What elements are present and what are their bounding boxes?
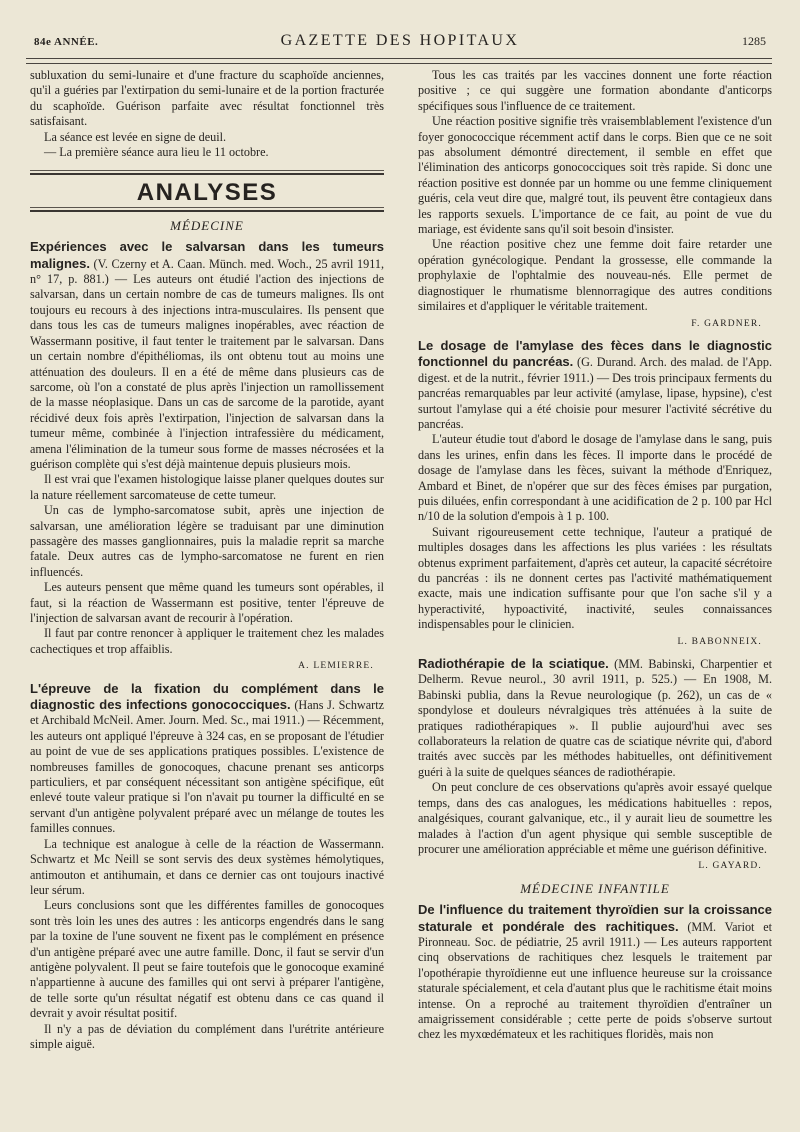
article-thyroidien	[418, 902, 772, 1043]
subsection-medecine: MÉDECINE	[170, 217, 244, 233]
section-rule-bottom-thick	[30, 210, 384, 212]
article-paragraph: Leurs conclusions sont que les différentes familles de gonocoques sont très loin les unes des autres : les anticorps engendrés dans le sang par la toxine de l'une souvent ne fixent pas le complément en présence d'un antigène préparé avec une autre famille. Donc, il faut se servir d'un antigène polyvalent. Il peut se faire toutefois que le gonocoque examiné n'appartienne à aucune des familles qui ont servi à préparer l'antigène, de telle sorte qu'un résultat négatif est obtenu dans ce cas quand il devrait y avoir résultat positif.	[30, 898, 384, 1021]
article-paragraph: Il n'y a pas de déviation du complément dans l'urétrite antérieure simple aiguë.	[30, 1021, 384, 1051]
section-rule-top	[30, 170, 384, 171]
author-signature: F. GARDNER.	[691, 318, 762, 329]
continued-paragraph: Une réaction positive signifie très vraisemblablement l'existence d'un foyer gonococcique récemment actif dans le corps. Bien que ce ne soit pas absolument démontré directement, il semble en effet que l'élimination des anticorps gonococciques soit très rapide. Si donc une réaction positive est donnée par un homme ou une femme cliniquement guéris, cela veut dire que, malgré tout, ils peuvent être contagieux dans les rapports sexuels. L'importance de ce fait, au point de vue du mariage, est évidente sans qu'il soit besoin d'insister.	[418, 114, 772, 237]
article-paragraph: Il est vrai que l'examen histologique laisse planer quelques doutes sur la nature réellement sarcomateuse de cette tumeur.	[30, 472, 384, 502]
article-paragraph: Suivant rigoureusement cette technique, l'auteur a pratiqué de multiples dosages dans les affections les plus variées : les résultats obtenus expriment parfaitement, d'après cet auteur, la capacité sécrétoire du pancréas : ils ne donnent certes pas l'activité mathématiquement exacte, mais une indication suffisante pour que l'on sache s'il y a hyperactivité, hypoactivité, inactivité, seules connaissances indispensables pour le clinicien.	[418, 524, 772, 632]
article-title: De l'influence du traitement thyroïdien sur la croissance staturale et pondérale des rachitiques.	[418, 902, 772, 934]
intro-paragraph: subluxation du semi-lunaire et d'une fracture du scaphoïde anciennes, qu'il a guéries par l'extirpation du semi-lunaire et de la portion fracturée du scaphoïde. Guérison parfaite avec résultat fonctionnel très satisfaisant.	[30, 68, 384, 129]
article-paragraph: On peut conclure de ces observations qu'après avoir essayé quelque temps, dans des cas analogues, les médications habituelles : repos, analgésiques, courant galvanique, etc., il y aurait lieu de soumettre les malades à l'action d'un agent physique qui semble susceptible de procurer une amélioration appréciable et même une guérison définitive.	[418, 780, 772, 856]
article-salvarsan	[30, 239, 384, 472]
continued-paragraph: Tous les cas traités par les vaccines donnent une forte réaction positive ; ce qui suggère une formation abondante d'anticorps spécifiques sous l'influence de ce traitement.	[418, 68, 772, 113]
journal-title: GAZETTE DES HOPITAUX	[280, 32, 520, 49]
article-paragraph: Il faut par contre renoncer à appliquer le traitement chez les malades cachectiques et trop affaiblis.	[30, 626, 384, 656]
section-rule-bottom	[30, 207, 384, 208]
author-signature: L. GAYARD.	[698, 861, 762, 872]
page-number: 1285	[742, 34, 766, 48]
article-paragraph: Un cas de lympho-sarcomatose subit, après une injection de salvarsan, une amélioration légère se traduisant par une diminution passagère des masses ganglionnaires, puis la maladie reprit sa marche fatale. Deux autres cas de lympho-sarcomatose ne furent en rien influencés.	[30, 503, 384, 579]
seance-close: La séance est levée en signe de deuil.	[44, 129, 227, 144]
article-body: (G. Durand. Arch. des malad. de l'App. digest. et de la nutrit., février 1911.) — Des trois principaux ferments du pancréas remarquables par leur activité (amylase, lipase, hypsine), c'est surtout l'amylase qui a été choisie pour mesurer l'activité sécrétive du pancréas.	[418, 355, 773, 431]
article-amylase	[418, 338, 772, 432]
article-title: Expériences avec le salvarsan dans les tumeurs malignes.	[30, 239, 384, 271]
section-title: ANALYSES	[136, 179, 278, 207]
subsection-medecine-infantile: MÉDECINE INFANTILE	[520, 880, 670, 896]
article-complement	[30, 681, 384, 837]
left-column	[30, 68, 384, 1052]
article-paragraph: Les auteurs pensent que même quand les tumeurs sont opérables, il faut, si la réaction de Wassermann est positive, tenter l'épreuve de l'injection de salvarsan avant de recourir à l'opération.	[30, 580, 384, 625]
article-paragraph: La technique est analogue à celle de la réaction de Wassermann. Schwartz et Mc Neill se sont servis des deux systèmes hémolytiques, antimouton et antihumain, et dans ce dernier cas ont toujours inactivé leur sérum.	[30, 836, 384, 897]
article-body: (MM. Babinski, Charpentier et Delherm. Revue neurol., 30 avril 1911, p. 525.) — En 1908, M. Babinski publia, dans la Revue neurologique (p. 262), un cas de « spondylose et douleurs névralgiques très atténuées à la suite de pratiques radiothérapiques ». Il publie aujourd'hui avec ses collaborateurs la relation de quatre cas de sciatique névrite qui, d'abord traités avec succès par les méthodes habituelles, ont définitivement guéri à la suite de quelques séances de radiothérapie.	[418, 657, 773, 779]
article-title: Le dosage de l'amylase des fèces dans le diagnostic fonctionnel du pancréas.	[418, 337, 772, 370]
article-body: (MM. Variot et Pironneau. Soc. de pédiatrie, 25 avril 1911.) — Les auteurs rapportent cinq observations de rachitiques chez lesquels le traitement par l'opothérapie thyroïdienne eut une influence heureuse sur la croissance staturale spécialement, et cela d'autant plus que le rachitisme était moins intense. On a reproché au traitement thyroïdien d'entraîner un amaigrissement considérable ; cette perte de poids s'observe surtout chez les myxœdémateux et les rachitiques floridès, mais non	[418, 919, 772, 1042]
article-title: Radiothérapie de la sciatique.	[418, 656, 609, 672]
continued-paragraph: Une réaction positive chez une femme doit faire retarder une opération gynécologique. Pendant la grossesse, elle commande la prophylaxie de l'ophtalmie des nouveau-nés. Elle permet de diagnostiquer le rhumatisme blennorragique des autres conditions similaires et d'appliquer le véritable traitement.	[418, 237, 772, 314]
next-seance: — La première séance aura lieu le 11 octobre.	[44, 145, 269, 160]
page-header	[30, 0, 770, 52]
year-label: 84e ANNÉE.	[34, 36, 99, 48]
text-columns	[30, 68, 772, 1052]
author-signature: A. LEMIERRE.	[298, 661, 374, 672]
article-paragraph: L'auteur étudie tout d'abord le dosage de l'amylase dans le sang, puis dans les urines, enfin dans les fèces. Il importe dans le procédé de dosage de l'amylase dans les fèces, suivant la méthode d'Enriquez, Ambard et Binet, de n'opérer que sur des fèces émises par purgation, puis diluées, enfin correspondant à une acidification de 2 p. 100 par Hcl n/10 de la solution d'empois à 1 p. 100.	[418, 432, 772, 524]
right-column	[418, 68, 772, 1052]
article-title: L'épreuve de la fixation du complément dans le diagnostic des infections gonococciques.	[30, 680, 384, 713]
article-body: (V. Czerny et A. Caan. Münch. med. Woch., 25 avril 1911, n° 17, p. 881.) — Les auteurs ont étudié l'action des injections de salvarsan, dans un certain nombre de cas de tumeurs malignes. Ils ont toujours eu recours à des injections intra-musculaires. Ils pensent que dans tous les cas de tumeurs malignes inopérables, avec réaction de Wassermann positive, il faut tenter le traitement par le salvarsan. Dans un certain nombre d'épithéliomas, ils ont obtenu tout au moins une atténuation des douleurs. Il en a été de même dans plusieurs cas de sarcome, où l'on a constaté de plus après l'injection un ramollissement de la masse néoplasique. Dans un cas de sarcome de la parotide, ayant récidivé deux fois après l'extirpation, l'injection de salvarsan dans la tumeur même, combinée à l'injection intrafessière du médicament, amena l'élimination de la tumeur sous forme de masses nécrosées et la guérison complète qui s'est déjà maintenue depuis plusieurs mois.	[30, 256, 384, 471]
article-radiotherapie	[418, 656, 772, 780]
author-signature: L. BABONNEIX.	[677, 636, 762, 647]
section-rule-top-thick	[30, 173, 384, 175]
article-body: (Hans J. Schwartz et Archibald McNeil. Amer. Journ. Med. Sc., mai 1911.) — Récemment, les auteurs ont appliqué l'épreuve à 324 cas, en se proposant de l'étudier au point de vue de ses applications pratiques possibles. L'existence de nombreuses familles de gonocoques, chacune prenant ses anticorps particuliers, et par conséquent nécessitant son antigène spécifique, eût enlevé toute valeur pratique si l'on n'avait pu tourner la difficulté en se servant d'un antigène polyvalent préparé avec un mélange de toutes les familles connues.	[30, 698, 384, 836]
header-rule	[26, 58, 772, 64]
